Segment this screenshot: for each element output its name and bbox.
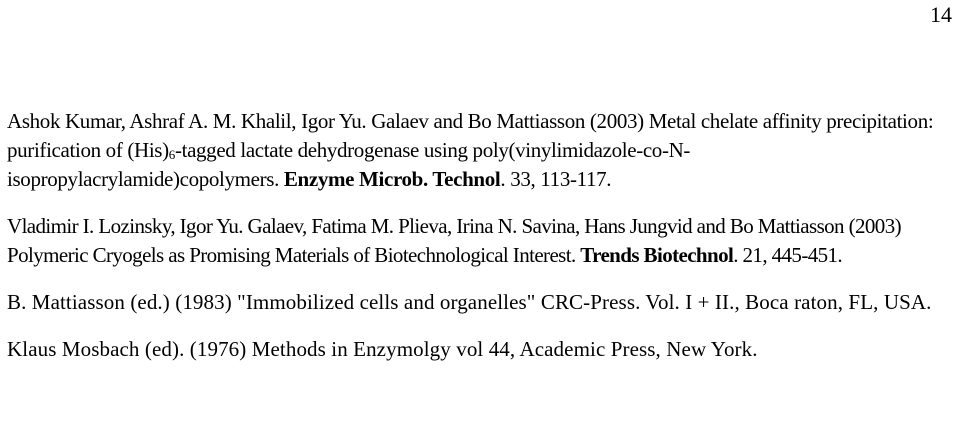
reference-journal: Enzyme Microb. Technol	[283, 167, 501, 191]
reference-list	[7, 107, 953, 364]
reference-citation: . 21, 445-451.	[733, 243, 843, 267]
reference-subscript: 6	[168, 147, 175, 162]
reference-item	[7, 288, 953, 317]
page-number: 14	[930, 2, 952, 27]
reference-text: B. Mattiasson (ed.) (1983) "Immobilized cells and organelles" CRC-Press. Vol. I + II., Boca raton, FL, USA.	[7, 290, 932, 314]
reference-text: Klaus Mosbach (ed). (1976) Methods in Enzymolgy vol 44, Academic Press, New York.	[7, 337, 758, 361]
reference-text: Vladimir I. Lozinsky, Igor Yu. Galaev, Fatima M. Plieva, Irina N. Savina, Hans Jungvid and Bo Mattiasson (2003) Polymeric Cryogels as Promising Materials of Biotechnological Interest.	[7, 214, 901, 267]
reference-text: -tagged lactate dehydrogenase using poly(vinylimidazole-co-N-isopropylacrylamide)copolymers.	[7, 138, 691, 191]
reference-item	[7, 335, 953, 364]
reference-citation: . 33, 113-117.	[500, 167, 612, 191]
reference-item	[7, 212, 953, 270]
reference-journal: Trends Biotechnol	[580, 243, 734, 267]
reference-item	[7, 107, 953, 194]
reference-text: Ashok Kumar, Ashraf A. M. Khalil, Igor Yu. Galaev and Bo Mattiasson (2003) Metal chelate affinity precipitation: purification of (His)	[7, 109, 934, 162]
